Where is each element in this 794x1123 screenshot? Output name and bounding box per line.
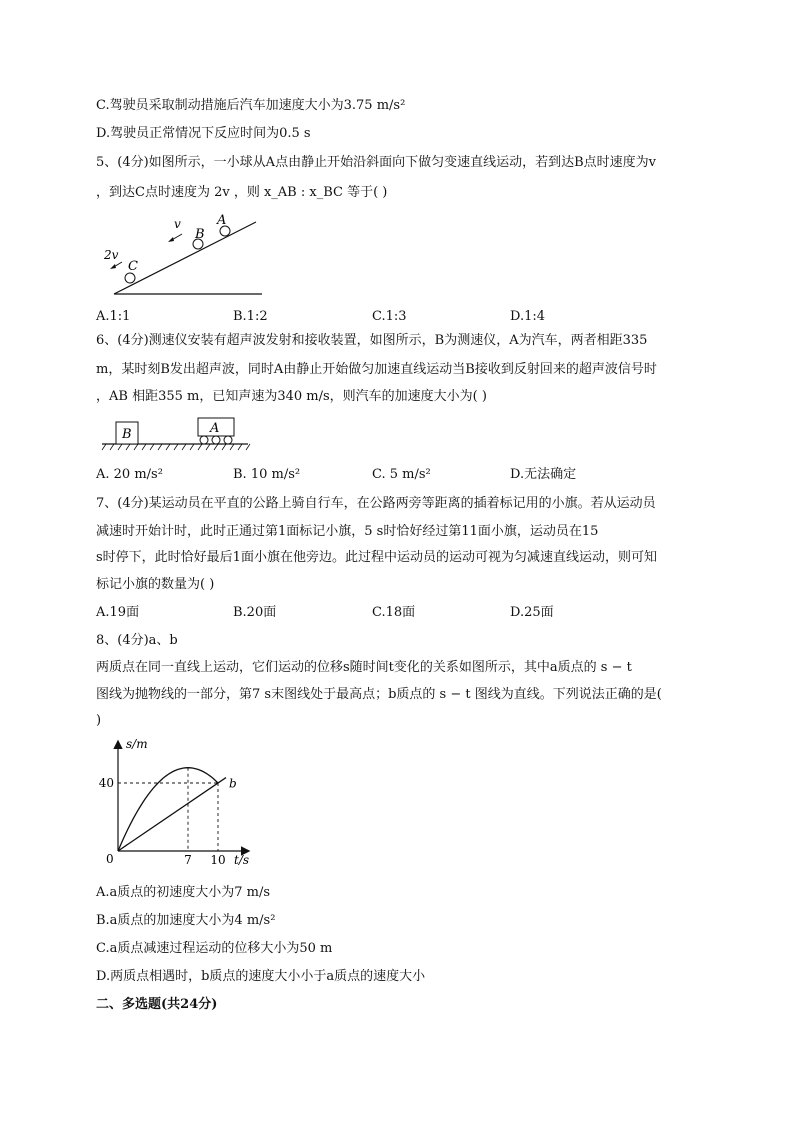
statement-c: C.驾驶员采取制动措施后汽车加速度大小为3.75 m/s²: [96, 98, 406, 113]
label-a: A: [210, 421, 220, 436]
q5-option-a[interactable]: A.1:1: [96, 309, 131, 324]
car-wheel-2: [212, 436, 220, 444]
q5-option-c[interactable]: C.1:3: [372, 309, 407, 324]
q6-text-line2: m，某时刻B发出超声波，同时A由静止开始做匀加速直线运动当B接收到反射回来的超声波信号时: [96, 362, 657, 377]
label-c: C: [128, 259, 138, 274]
section-2-title: 二、多选题(共24分): [96, 997, 218, 1012]
q5-option-b[interactable]: B.1:2: [233, 309, 268, 324]
q8-text-line2: 两质点在同一直线上运动，它们运动的位移s随时间t变化的关系如图所示，其中a质点的 s − t: [96, 660, 632, 675]
label-a: A: [217, 213, 227, 228]
y-axis-label: s/m: [126, 737, 148, 751]
origin-label: 0: [106, 852, 114, 866]
arrow-2v-head: [110, 264, 116, 269]
car-wheel-3: [224, 436, 232, 444]
q6-option-c[interactable]: C. 5 m/s²: [372, 467, 431, 482]
label-b: B: [122, 427, 132, 442]
y-tick-label-40: 40: [98, 776, 114, 790]
q5-option-d[interactable]: D.1:4: [510, 309, 546, 324]
x-tick-label-10: 10: [210, 853, 226, 867]
label-2v: 2v: [104, 248, 119, 262]
q7-text-line1: 7、(4分)某运动员在平直的公路上骑自行车，在公路两旁等距离的插着标记用的小旗。若从运动员: [96, 496, 656, 511]
q8-text-line3: 图线为抛物线的一部分，第7 s末图线处于最高点；b质点的 s − t 图线为直线。下列说法正确的是(: [96, 687, 662, 702]
q7-option-c[interactable]: C.18面: [372, 605, 416, 620]
x-tick-label-7: 7: [184, 853, 192, 867]
q7-text-line2: 减速时开始计时，此时正通过第1面标记小旗，5 s时恰好经过第11面小旗，运动员在15: [96, 524, 599, 539]
q8-option-b[interactable]: B.a质点的加速度大小为4 m/s²: [96, 913, 276, 928]
q6-option-d[interactable]: D.无法确定: [510, 467, 577, 482]
q8-text-line4: ): [96, 713, 102, 728]
q7-option-a[interactable]: A.19面: [96, 605, 140, 620]
q6-text-line1: 6、(4分)测速仪安装有超声波发射和接收装置，如图所示，B为测速仪，A为汽车，两者相距335: [96, 333, 648, 348]
q7-option-b[interactable]: B.20面: [233, 605, 277, 620]
q5-text-line2: ，到达C点时速度为 2v ，则 x_AB : x_BC 等于( ): [96, 185, 388, 200]
q8-st-chart: [100, 734, 260, 868]
incline-slope: [114, 222, 256, 294]
car-wheel-1: [200, 436, 208, 444]
q6-figure: [100, 414, 250, 452]
series-b-label: b: [229, 776, 237, 791]
label-b: B: [195, 227, 205, 242]
q5-text-line1: 5、(4分)如图所示，一小球从A点由静止开始沿斜面向下做匀变速直线运动，若到达B点时速度为v: [96, 155, 656, 170]
q5-incline-figure: [100, 212, 270, 302]
q7-text-line4: 标记小旗的数量为( ): [96, 577, 215, 592]
ground-hatching: [102, 444, 250, 450]
q6-text-line3: ，AB 相距355 m，已知声速为340 m/s，则汽车的加速度大小为( ): [96, 389, 487, 404]
x-axis-label: t/s: [234, 853, 250, 867]
series-a-curve: [118, 768, 218, 851]
q6-option-b[interactable]: B. 10 m/s²: [233, 467, 301, 482]
q8-option-d[interactable]: D.两质点相遇时，b质点的速度大小小于a质点的速度大小: [96, 969, 426, 984]
label-v: v: [174, 217, 181, 231]
statement-d: D.驾驶员正常情况下反应时间为0.5 s: [96, 126, 311, 141]
arrow-v-head: [168, 237, 174, 242]
q8-option-a[interactable]: A.a质点的初速度大小为7 m/s: [96, 885, 271, 900]
ball-c: [125, 273, 135, 283]
q7-text-line3: s时停下，此时恰好最后1面小旗在他旁边。此过程中运动员的运动可视为匀减速直线运动，则可知: [96, 550, 657, 565]
q6-option-a[interactable]: A. 20 m/s²: [96, 467, 163, 482]
q8-text-line1: 8、(4分)a、b: [96, 633, 178, 648]
series-b-line: [118, 778, 226, 851]
q7-option-d[interactable]: D.25面: [510, 605, 554, 620]
q8-option-c[interactable]: C.a质点减速过程运动的位移大小为50 m: [96, 941, 333, 956]
